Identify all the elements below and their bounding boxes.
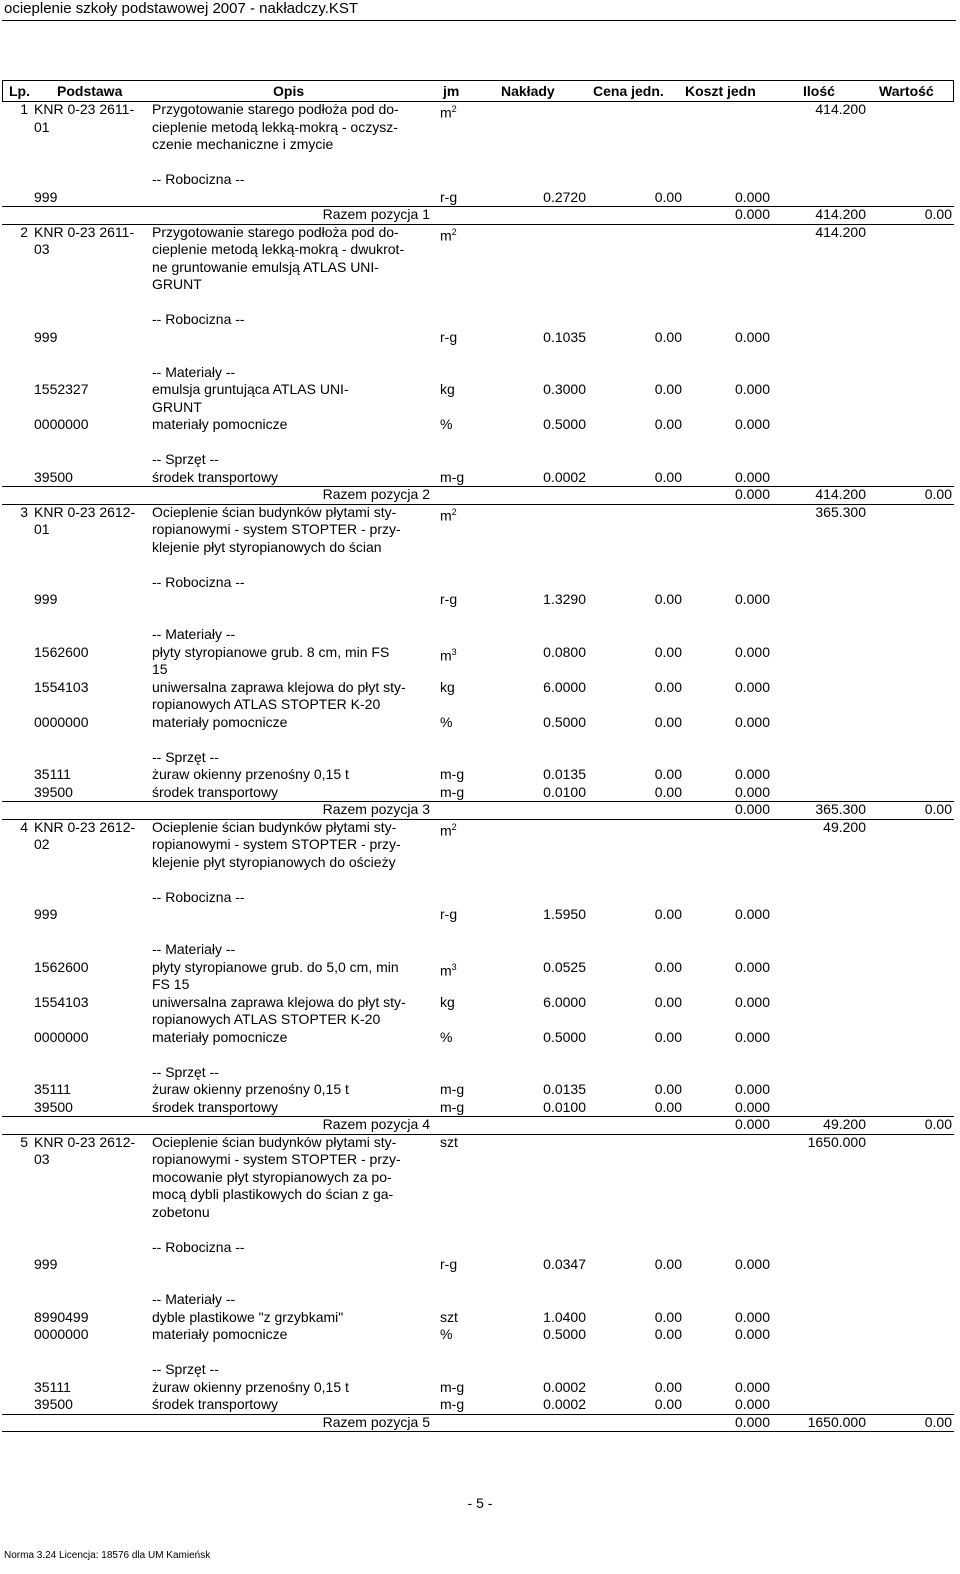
resource-unit: % [440, 416, 453, 432]
resource-input: 6.0000 [543, 993, 586, 1010]
position-description: ropianowymi - system STOPTER - przy- [152, 1151, 401, 1167]
resource-input: 0.5000 [543, 1028, 586, 1045]
header-koszt: Koszt jedn [685, 83, 756, 99]
resource-unit-cost: 0.000 [734, 678, 770, 695]
resource-input: 0.5000 [543, 416, 586, 432]
resource-input: 0.0135 [543, 1081, 586, 1097]
position-basis: 01 [34, 118, 50, 135]
resource-input: 0.3000 [543, 381, 586, 397]
position-unit: $m^2$ [440, 506, 457, 524]
resource-description: żuraw okienny przenośny 0,15 t [152, 1378, 349, 1395]
resource-unit-price: 0.00 [654, 1378, 682, 1395]
resource-description: GRUNT [152, 398, 202, 415]
resource-unit-price: 0.00 [654, 328, 682, 345]
resource-unit-price: 0.00 [654, 416, 682, 432]
resource-code: 0000000 [34, 713, 89, 730]
resource-unit-price: 0.00 [654, 766, 682, 782]
position-unit: $m^2$ [440, 821, 457, 839]
resource-unit-price: 0.00 [654, 678, 682, 695]
resource-unit: % [440, 1326, 453, 1342]
resource-description: środek transportowy [152, 1098, 279, 1115]
position-description: Ocieplenie ścian budynków płytami sty- [152, 818, 397, 835]
position-sum-label: Razem pozycja 2 [322, 486, 430, 502]
sum-divider [2, 486, 954, 487]
resource-code: 39500 [34, 783, 73, 800]
resource-description: żuraw okienny przenośny 0,15 t [152, 1081, 349, 1097]
resource-group-label: -- Sprzęt -- [152, 1361, 219, 1377]
resource-unit-cost: 0.000 [734, 766, 770, 782]
position-sum-cost: 0.000 [734, 486, 770, 502]
resource-unit-price: 0.00 [654, 188, 682, 205]
resource-group-label: -- Robocizna -- [152, 573, 245, 590]
resource-unit-cost: 0.000 [734, 993, 770, 1010]
header-lp: Lp. [9, 83, 30, 99]
resource-group-label: -- Robocizna -- [152, 888, 245, 905]
position-description: cieplenie metodą lekką-mokrą - dwukrot- [152, 241, 405, 257]
resource-code: 999 [34, 906, 58, 922]
resource-input: 0.0525 [543, 958, 586, 975]
resource-description: środek transportowy [152, 468, 279, 485]
resource-group-label: -- Robocizna -- [152, 311, 245, 327]
position-description: GRUNT [152, 276, 202, 292]
resource-code: 999 [34, 1256, 58, 1272]
position-description: czenie mechaniczne i zmycie [152, 136, 334, 152]
resource-input: 0.0002 [543, 468, 586, 485]
resource-description: materiały pomocnicze [152, 713, 288, 730]
resource-group-label: -- Materiały -- [152, 941, 236, 957]
resource-input: 0.0100 [543, 783, 586, 800]
resource-group-label: -- Sprzęt -- [152, 451, 219, 467]
resource-description: uniwersalna zaprawa klejowa do płyt sty- [152, 993, 406, 1010]
sum-divider [2, 1116, 954, 1117]
resource-code: 35111 [34, 1081, 71, 1097]
position-sum-cost: 0.000 [734, 801, 770, 817]
position-sum-quantity: 49.200 [823, 1116, 866, 1132]
resource-description: uniwersalna zaprawa klejowa do płyt sty- [152, 678, 406, 695]
position-number: 4 [20, 818, 28, 835]
resource-unit-cost: 0.000 [734, 1098, 770, 1115]
resource-description: żuraw okienny przenośny 0,15 t [152, 766, 349, 782]
resource-group-label: -- Materiały -- [152, 1291, 236, 1307]
resource-code: 35111 [34, 1378, 71, 1395]
resource-description: płyty styropianowe grub. 8 cm, min FS [152, 643, 390, 660]
position-quantity: 414.200 [815, 223, 866, 240]
resource-unit-cost: 0.000 [734, 1028, 770, 1045]
position-basis: KNR 0-23 2612- [34, 818, 136, 835]
sum-divider [2, 206, 954, 207]
position-sum-cost: 0.000 [734, 1413, 770, 1430]
resource-unit: kg [440, 993, 455, 1010]
resource-unit-cost: 0.000 [734, 1081, 770, 1097]
position-description: cieplenie metodą lekką-mokrą - oczysz- [152, 118, 398, 135]
position-sum-label: Razem pozycja 4 [322, 1116, 430, 1132]
position-quantity: 414.200 [815, 101, 866, 117]
resource-unit: $m^3$ [440, 961, 457, 979]
resource-unit: m-g [440, 1098, 465, 1115]
position-description: klejenie płyt styropianowych do ościeży [152, 853, 396, 870]
footer-license: Norma 3.24 Licencja: 18576 dla UM Kamieńsk [4, 1550, 211, 1561]
position-sum-value: 0.00 [924, 1413, 952, 1430]
resource-unit-price: 0.00 [654, 643, 682, 660]
resource-group-label: -- Sprzęt -- [152, 1063, 219, 1080]
position-basis: KNR 0-23 2611- [34, 101, 135, 117]
resource-input: 0.2720 [543, 188, 586, 205]
resource-input: 0.0347 [543, 1256, 586, 1272]
resource-group-label: -- Robocizna -- [152, 1238, 245, 1255]
position-description: Przygotowanie starego podłoża pod do- [152, 223, 399, 240]
position-sum-value: 0.00 [924, 1116, 952, 1132]
resource-unit: m-g [440, 783, 465, 800]
resource-code: 1554103 [34, 993, 89, 1010]
header-wartosc: Wartość [879, 83, 934, 99]
resource-input: 0.0800 [543, 643, 586, 660]
resource-unit-price: 0.00 [654, 468, 682, 485]
position-quantity: 1650.000 [807, 1133, 866, 1150]
header-opis: Opis [273, 83, 305, 99]
position-basis: KNR 0-23 2611- [34, 223, 135, 240]
position-unit: szt [440, 1133, 458, 1150]
resource-unit-cost: 0.000 [734, 1308, 770, 1325]
resource-unit-price: 0.00 [654, 783, 682, 800]
position-number: 3 [20, 503, 28, 520]
position-number: 1 [20, 101, 28, 117]
header-ilosc: Ilość [803, 83, 835, 99]
position-sum-quantity: 365.300 [815, 801, 866, 817]
resource-code: 0000000 [34, 1028, 89, 1045]
resource-unit-price: 0.00 [654, 1098, 682, 1115]
resource-unit-price: 0.00 [654, 713, 682, 730]
resource-group-label: -- Materiały -- [152, 363, 236, 380]
resource-unit-cost: 0.000 [734, 328, 770, 345]
page-number: - 5 - [467, 1495, 493, 1511]
resource-group-label: -- Robocizna -- [152, 171, 245, 187]
resource-unit-cost: 0.000 [734, 1378, 770, 1395]
position-sum-value: 0.00 [924, 206, 952, 222]
resource-unit-cost: 0.000 [734, 188, 770, 205]
resource-input: 6.0000 [543, 678, 586, 695]
resource-code: 1552327 [34, 381, 89, 397]
resource-description: materiały pomocnicze [152, 416, 288, 432]
position-sum-label: Razem pozycja 3 [322, 801, 430, 817]
position-sum-value: 0.00 [924, 801, 952, 817]
resource-unit: r-g [440, 591, 458, 607]
resource-unit: % [440, 713, 453, 730]
resource-input: 0.0100 [543, 1098, 586, 1115]
position-basis: 03 [34, 241, 50, 257]
resource-group-label: -- Materiały -- [152, 626, 236, 642]
resource-input: 0.1035 [543, 328, 586, 345]
position-sum-quantity: 414.200 [815, 206, 866, 222]
position-basis: 02 [34, 836, 50, 852]
position-description: ropianowymi - system STOPTER - przy- [152, 521, 401, 537]
position-basis: 03 [34, 1151, 50, 1167]
resource-unit-price: 0.00 [654, 1081, 682, 1097]
title-divider [2, 20, 956, 21]
resource-unit: r-g [440, 1256, 458, 1272]
position-sum-cost: 0.000 [734, 206, 770, 222]
resource-unit: r-g [440, 906, 458, 922]
resource-code: 0000000 [34, 416, 89, 432]
position-description: Ocieplenie ścian budynków płytami sty- [152, 503, 397, 520]
resource-unit-price: 0.00 [654, 1326, 682, 1342]
table-header [2, 80, 954, 102]
header-naklady: Nakłady [501, 83, 555, 99]
resource-input: 0.5000 [543, 1326, 586, 1342]
sum-divider [2, 1414, 954, 1415]
resource-code: 39500 [34, 1098, 73, 1115]
position-description: klejenie płyt styropianowych do ścian [152, 538, 382, 555]
resource-code: 1562600 [34, 958, 89, 975]
resource-unit-cost: 0.000 [734, 381, 770, 397]
resource-input: 1.5950 [543, 906, 586, 922]
resource-unit: m-g [440, 1378, 465, 1395]
resource-description: płyty styropianowe grub. do 5,0 cm, min [152, 958, 399, 975]
resource-unit: m-g [440, 766, 465, 782]
position-description: Przygotowanie starego podłoża pod do- [152, 101, 399, 117]
resource-unit-cost: 0.000 [734, 906, 770, 922]
resource-unit-cost: 0.000 [734, 1256, 770, 1272]
resource-unit-cost: 0.000 [734, 643, 770, 660]
position-sum-label: Razem pozycja 5 [322, 1413, 430, 1430]
resource-code: 1554103 [34, 678, 89, 695]
resource-unit: % [440, 1028, 453, 1045]
resource-description: dyble plastikowe "z grzybkami" [152, 1308, 344, 1325]
resource-unit: r-g [440, 328, 458, 345]
resource-unit: m-g [440, 1081, 465, 1097]
resource-code: 39500 [34, 1396, 73, 1412]
resource-description: ropianowych ATLAS STOPTER K-20 [152, 696, 381, 712]
resource-unit: kg [440, 678, 455, 695]
resource-code: 1562600 [34, 643, 89, 660]
position-number: 2 [20, 223, 28, 240]
resource-unit-price: 0.00 [654, 993, 682, 1010]
resource-description: środek transportowy [152, 783, 279, 800]
position-basis: KNR 0-23 2612- [34, 1133, 136, 1150]
resource-unit: szt [440, 1308, 458, 1325]
resource-unit-price: 0.00 [654, 1396, 682, 1412]
resource-unit-cost: 0.000 [734, 1326, 770, 1342]
resource-unit-price: 0.00 [654, 591, 682, 607]
resource-code: 8990499 [34, 1308, 89, 1325]
resource-code: 999 [34, 591, 58, 607]
position-sum-quantity: 414.200 [815, 486, 866, 502]
resource-description: 15 [152, 661, 168, 677]
resource-description: ropianowych ATLAS STOPTER K-20 [152, 1011, 381, 1027]
header-jm: jm [443, 83, 460, 99]
position-description: Ocieplenie ścian budynków płytami sty- [152, 1133, 397, 1150]
position-basis: 01 [34, 521, 50, 537]
resource-description: środek transportowy [152, 1396, 279, 1412]
position-sum-label: Razem pozycja 1 [322, 206, 430, 222]
resource-unit: r-g [440, 188, 458, 205]
resource-description: materiały pomocnicze [152, 1326, 288, 1342]
position-sum-cost: 0.000 [734, 1116, 770, 1132]
resource-input: 0.0002 [543, 1378, 586, 1395]
resource-code: 35111 [34, 766, 71, 782]
resource-input: 1.3290 [543, 591, 586, 607]
resource-input: 1.0400 [543, 1308, 586, 1325]
position-unit: $m^2$ [440, 226, 457, 244]
resource-unit-price: 0.00 [654, 958, 682, 975]
position-unit: $m^2$ [440, 104, 457, 121]
resource-code: 39500 [34, 468, 73, 485]
resource-unit: m-g [440, 1396, 465, 1412]
resource-unit-cost: 0.000 [734, 1396, 770, 1412]
resource-unit-cost: 0.000 [734, 713, 770, 730]
position-description: ne gruntowanie emulsją ATLAS UNI- [152, 258, 379, 275]
resource-unit-price: 0.00 [654, 381, 682, 397]
resource-description: FS 15 [152, 976, 190, 992]
resource-unit-price: 0.00 [654, 906, 682, 922]
position-description: ropianowymi - system STOPTER - przy- [152, 836, 401, 852]
resource-input: 0.0135 [543, 766, 586, 782]
resource-code: 999 [34, 328, 58, 345]
position-quantity: 365.300 [815, 503, 866, 520]
resource-input: 0.5000 [543, 713, 586, 730]
position-description: mocą dybli plastikowych do ścian z ga- [152, 1186, 394, 1202]
position-quantity: 49.200 [823, 818, 866, 835]
resource-description: materiały pomocnicze [152, 1028, 288, 1045]
sum-divider [2, 801, 954, 802]
resource-description: emulsja gruntująca ATLAS UNI- [152, 381, 349, 397]
position-divider [2, 1431, 954, 1432]
position-basis: KNR 0-23 2612- [34, 503, 136, 520]
resource-unit-cost: 0.000 [734, 958, 770, 975]
resource-group-label: -- Sprzęt -- [152, 748, 219, 765]
resource-unit-cost: 0.000 [734, 416, 770, 432]
resource-unit-price: 0.00 [654, 1028, 682, 1045]
resource-input: 0.0002 [543, 1396, 586, 1412]
resource-code: 0000000 [34, 1326, 89, 1342]
position-description: mocowanie płyt styropianowych za po- [152, 1168, 392, 1185]
document-title: ocieplenie szkoły podstawowej 2007 - nakładczy.KST [4, 0, 359, 17]
resource-unit: kg [440, 381, 455, 397]
position-number: 5 [20, 1133, 28, 1150]
resource-code: 999 [34, 188, 58, 205]
position-sum-quantity: 1650.000 [807, 1413, 866, 1430]
resource-unit-cost: 0.000 [734, 783, 770, 800]
resource-unit-price: 0.00 [654, 1308, 682, 1325]
position-description: zobetonu [152, 1203, 210, 1220]
position-sum-value: 0.00 [924, 486, 952, 502]
resource-unit-cost: 0.000 [734, 468, 770, 485]
resource-unit-cost: 0.000 [734, 591, 770, 607]
header-cena: Cena jedn. [593, 83, 664, 99]
header-podstawa: Podstawa [57, 83, 123, 99]
resource-unit: m-g [440, 468, 465, 485]
resource-unit-price: 0.00 [654, 1256, 682, 1272]
resource-unit: $m^3$ [440, 646, 457, 664]
